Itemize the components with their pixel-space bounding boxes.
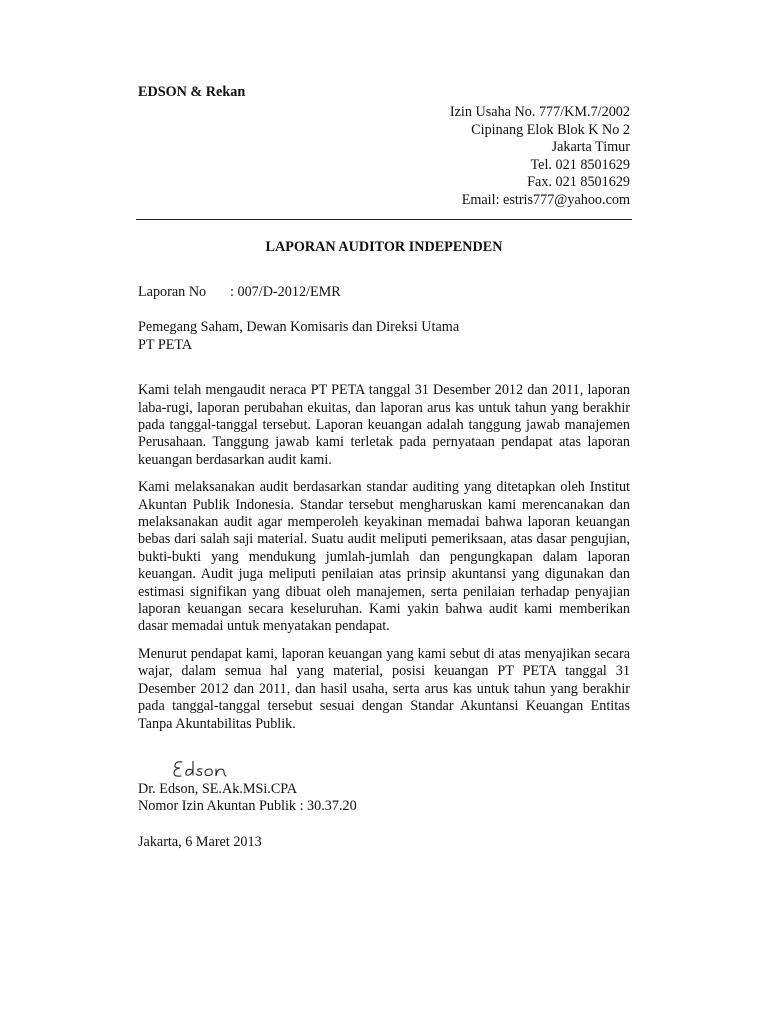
signer-name: Dr. Edson, SE.Ak.MSi.CPA bbox=[138, 780, 298, 797]
report-title: LAPORAN AUDITOR INDEPENDEN bbox=[265, 238, 503, 255]
email-line: Email: estris777@yahoo.com bbox=[461, 191, 630, 208]
addressee-company: PT PETA bbox=[138, 336, 193, 353]
firm-name: EDSON & Rekan bbox=[138, 84, 246, 100]
business-license-line: Izin Usaha No. 777/KM.7/2002 bbox=[449, 104, 630, 120]
fax-line: Fax. 021 8501629 bbox=[527, 174, 630, 191]
paragraph-opinion: Menurut pendapat kami, laporan keuangan yang kami sebut di atas menyajikan secara wajar, dalam semua hal yang material, posisi keuangan PT PETA tanggal 31 Desember 2012 dan 2011, dan hasil usaha, serta arus kas untuk tahun yang berakhir pada tanggal-tanggal tersebut sesuai dengan Standar Akuntansi Keuangan Entitas Tanpa Akuntabilitas Publik. bbox=[138, 645, 630, 732]
signer-block bbox=[138, 781, 630, 816]
letterhead-divider bbox=[136, 219, 632, 220]
paragraph-scope: Kami telah mengaudit neraca PT PETA tanggal 31 Desember 2012 dan 2011, laporan laba-rugi, laporan perubahan ekuitas, dan laporan arus kas untuk tahun yang berakhir pada tanggal-tanggal tersebut. Laporan keuangan adalah tanggung jawab manajemen Perusahaan. Tanggung jawab kami terletak pada pernyataan pendapat atas laporan keuangan berdasarkan audit kami. bbox=[138, 382, 630, 468]
addressee-recipients: Pemegang Saham, Dewan Komisaris dan Direksi Utama bbox=[138, 319, 460, 336]
report-number-label: Laporan No bbox=[138, 283, 207, 300]
place-and-date: Jakarta, 6 Maret 2013 bbox=[138, 833, 262, 850]
report-number bbox=[138, 284, 630, 301]
city-line: Jakarta Timur bbox=[551, 139, 630, 156]
street-address-line: Cipinang Elok Blok K No 2 bbox=[471, 121, 630, 138]
report-number-value: : 007/D-2012/EMR bbox=[230, 283, 341, 300]
phone-line: Tel. 021 8501629 bbox=[530, 156, 630, 173]
signature-image bbox=[172, 757, 242, 781]
audit-report-letter bbox=[138, 84, 630, 851]
paragraph-audit-basis: Kami melaksanakan audit berdasarkan standar auditing yang ditetapkan oleh Institut Akuntan Publik Indonesia. Standar tersebut mengharuskan kami merencanakan dan melaksanakan audit agar memperoleh keyakinan memadai bahwa laporan keuangan bebas dari salah saji material. Suatu audit meliputi pemeriksaan, atas dasar pengujian, bukti-bukti yang mendukung jumlah-jumlah dan pengungkapan dalam laporan keuangan. Audit juga meliputi penilaian atas prinsip akuntansi yang digunakan dan estimasi signifikan yang dibuat oleh manajemen, serta penilaian terhadap penyajian laporan keuangan secara keseluruhan. Kami yakin bahwa audit kami memberikan dasar memadai untuk menyatakan pendapat. bbox=[138, 479, 630, 635]
addressee bbox=[138, 319, 630, 354]
signer-license-number: Nomor Izin Akuntan Publik : 30.37.20 bbox=[138, 798, 357, 815]
firm-address-block bbox=[138, 104, 630, 210]
handwritten-signature bbox=[172, 757, 630, 781]
